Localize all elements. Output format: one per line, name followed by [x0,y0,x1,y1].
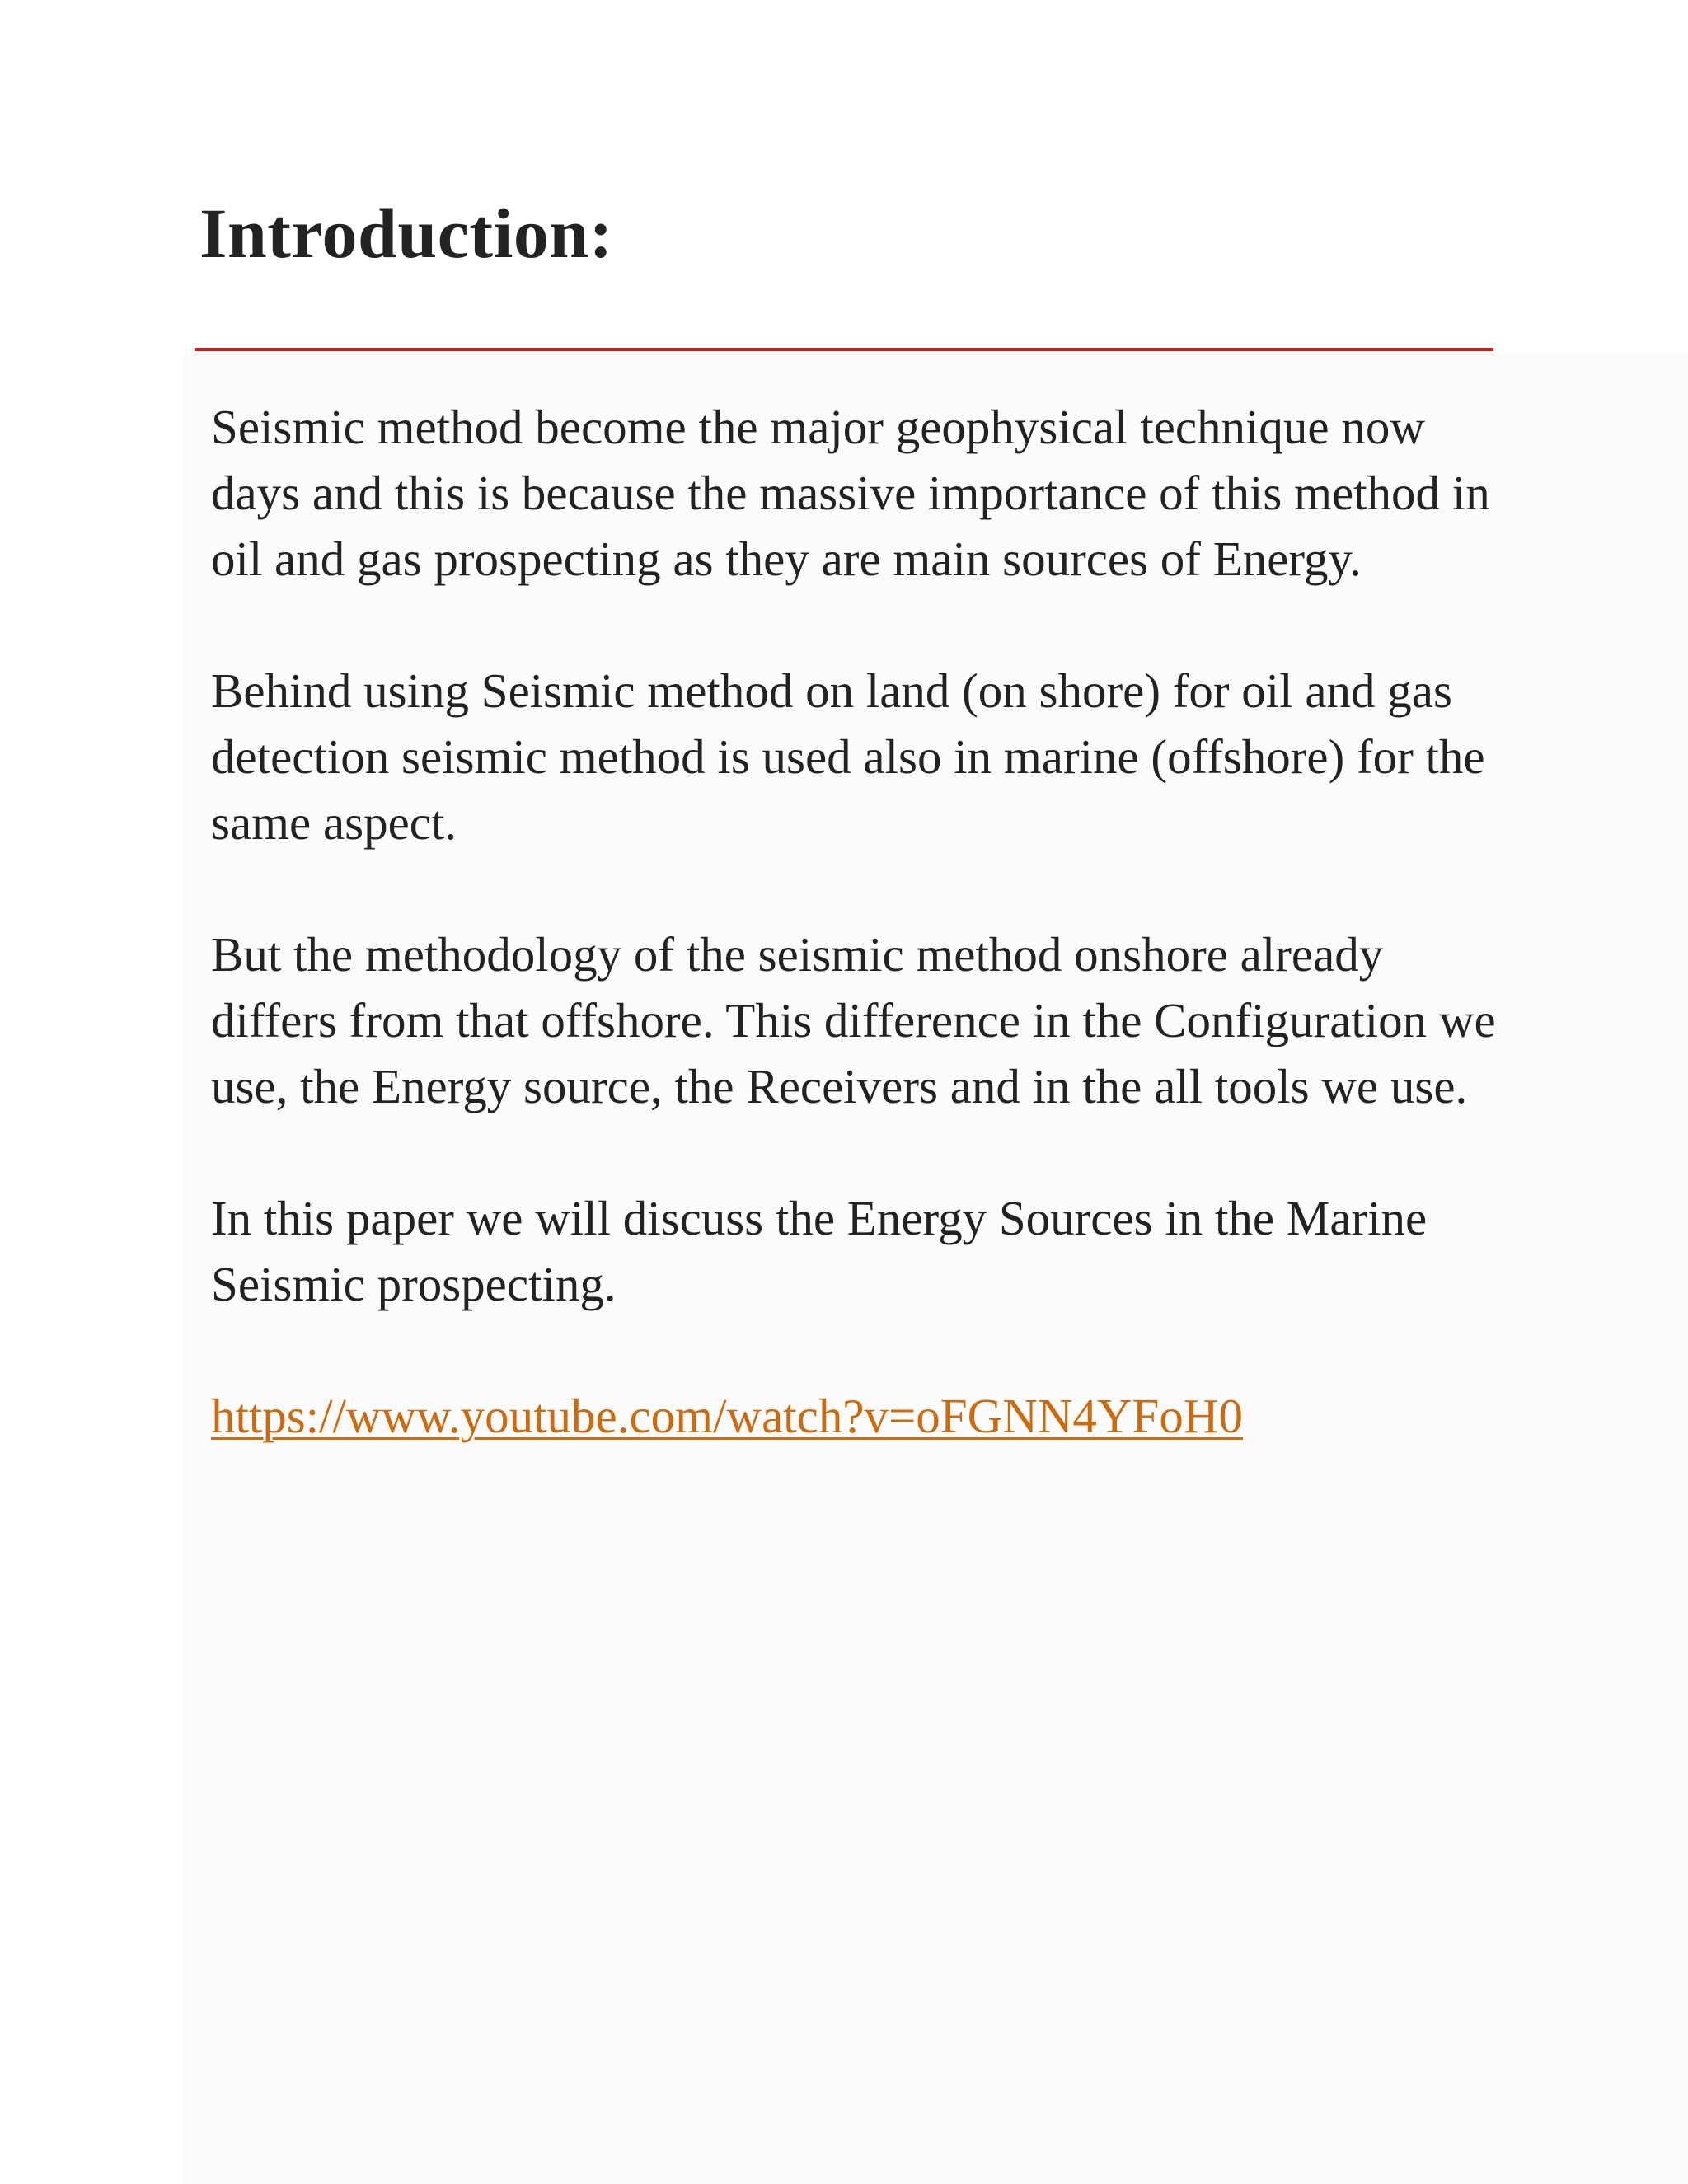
paragraph-scope: In this paper we will discuss the Energy Sources in the Marine Seismic prospecting. [211,1191,1428,1311]
page-title: Introduction: [199,194,613,273]
paragraph-onshore-offshore: Behind using Seismic method on land (on shore) for oil and gas detection seismic method is used also in marine (offshore) for the same aspect. [211,663,1485,850]
paragraph-methodology: But the methodology of the seismic method onshore already differs from that offshore. This difference in the Configuration we use, the Energy source, the Receivers and in the all tools we use. [211,927,1496,1113]
youtube-reference-link[interactable]: https://www.youtube.com/watch?v=oFGNN4YFoH0 [211,1389,1243,1443]
document-body [211,394,1513,1449]
paragraph-intro: Seismic method become the major geophysical technique now days and this is because the massive importance of this method in oil and gas prospecting as they are main sources of Energy. [211,400,1490,586]
title-divider [195,348,1493,351]
